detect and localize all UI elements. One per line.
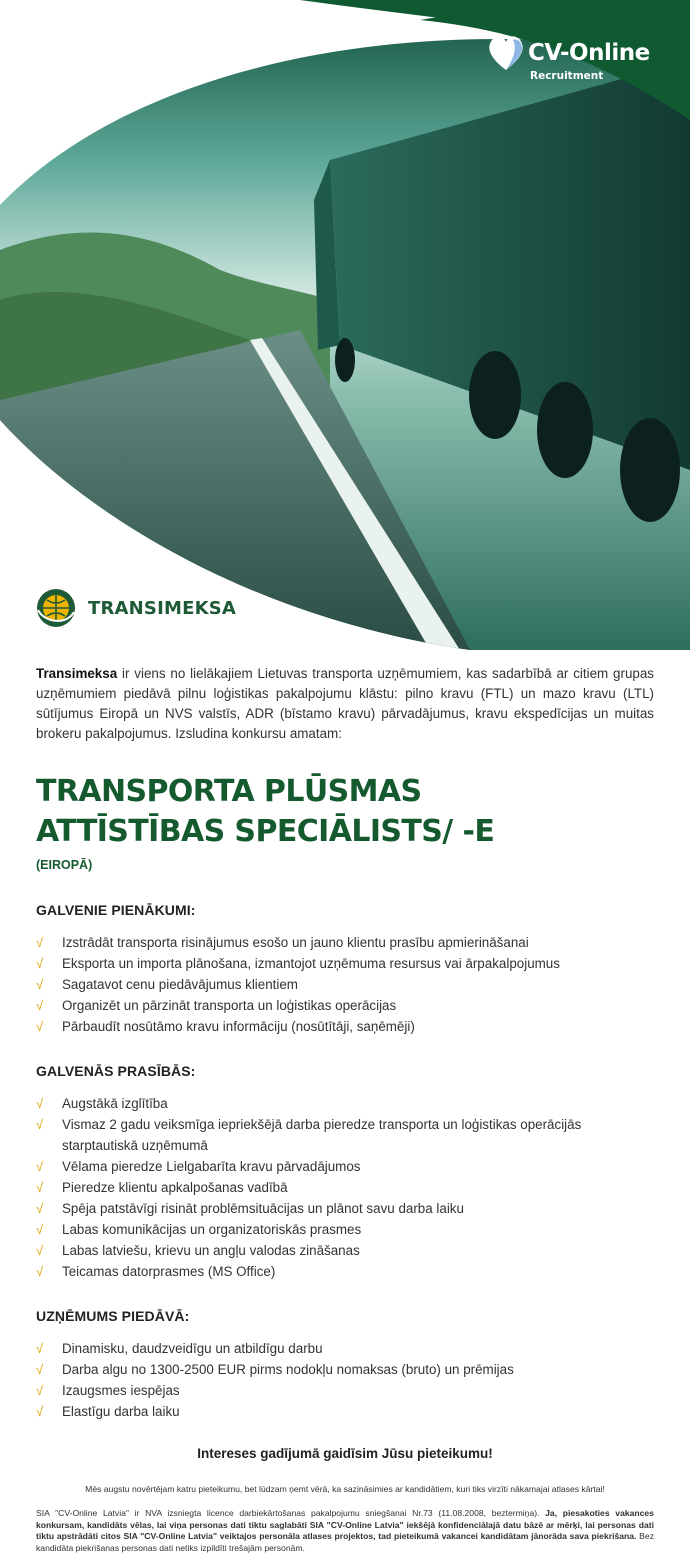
closing-message: Intereses gadījumā gaidīsim Jūsu pieteikumu! <box>197 1446 493 1461</box>
brand-tagline: Recruitment <box>530 70 604 82</box>
duties-heading: GALVENIE PIENĀKUMI: <box>36 902 196 918</box>
hero-banner <box>0 0 690 650</box>
list-item: √ Eksporta un importa plānošana, izmantojot uzņēmuma resursus vai ārpakalpojumus <box>36 953 654 974</box>
offer-heading: UZŅĒMUMS PIEDĀVĀ: <box>36 1308 190 1324</box>
list-item: √ Augstākā izglītība <box>36 1093 654 1114</box>
company-logo <box>36 588 276 628</box>
list-item: √ Dinamisku, daudzveidīgu un atbildīgu darbu <box>36 1338 654 1359</box>
job-title <box>36 772 654 852</box>
list-item: √ Izaugsmes iespējas <box>36 1380 654 1401</box>
list-item: √ Darba algu no 1300-2500 EUR pirms nodokļu nomaksas (bruto) un prēmijas <box>36 1359 654 1380</box>
list-item: √ Labas latviešu, krievu un angļu valodas zināšanas <box>36 1240 654 1261</box>
checkmark-icon: √ <box>36 998 44 1013</box>
requirements-heading: GALVENĀS PRASĪBĀS: <box>36 1063 196 1079</box>
intro-company-name: Transimeksa <box>36 666 118 681</box>
globe-emblem-icon <box>36 588 76 628</box>
legal-text: SIA "CV-Online Latvia" ir NVA izsniegta licence darbiekārtošanas pakalpojumu sniegšanai Nr.73 (11.08.2008, beztermiņa). <box>36 1508 546 1518</box>
list-item: √ Labas komunikācijas un organizatoriskās prasmes <box>36 1219 654 1240</box>
checkmark-icon: √ <box>36 1341 44 1356</box>
cv-online-logo <box>484 30 654 90</box>
requirements-list <box>36 1093 654 1282</box>
list-item: √ Izstrādāt transporta risinājumus esošo un jauno klientu prasību apmierināšanai <box>36 932 654 953</box>
job-location: (EIROPĀ) <box>36 858 93 872</box>
list-item: √ Organizēt un pārzināt transporta un loģistikas operācijas <box>36 995 654 1016</box>
job-title-line-1: TRANSPORTA PLŪSMAS <box>36 774 422 809</box>
brand-name: CV-Online <box>528 40 650 66</box>
checkmark-icon: √ <box>36 1243 44 1258</box>
legal-consent-text: Ja, piesakoties vakances konkursam, kandidāts vēlas, lai viņa personas dati tiktu saglabāti SIA "CV-Online Latvia" iekšējā konfidenciālajā datu bāzē ar mērķi, lai personas dati tiktu apstrādāti citos SIA "CV-Online Latvia" veiktajos personāla atlases projektos, tad pieteikumā vakancei kandidātam jānorāda sava piekrišana. <box>36 1508 654 1541</box>
duties-list <box>36 932 654 1037</box>
checkmark-icon: √ <box>36 1117 44 1132</box>
checkmark-icon: √ <box>36 1159 44 1174</box>
heart-logo-icon <box>484 30 528 74</box>
legal-tail-text: Bez kandidāta piekrišanas personas dati netiks izpildīti trešajām personām. <box>36 1531 654 1553</box>
checkmark-icon: √ <box>36 1096 44 1111</box>
checkmark-icon: √ <box>36 1383 44 1398</box>
footer-notice: Mēs augstu novērtējam katru pieteikumu, bet lūdzam ņemt vērā, ka sazināsimies ar kandidātiem, kuri tiks virzīti nākamajai atlases kārtai! <box>85 1484 605 1494</box>
list-item: √ Teicamas datorprasmes (MS Office) <box>36 1261 654 1282</box>
job-title-line-2: ATTĪSTĪBAS SPECIĀLISTS/ -E <box>36 814 495 849</box>
list-item: √ Pieredze klientu apkalpošanas vadībā <box>36 1177 654 1198</box>
checkmark-icon: √ <box>36 935 44 950</box>
hero-image <box>0 0 690 650</box>
footer-legal <box>36 1508 654 1554</box>
job-content <box>36 664 654 1422</box>
checkmark-icon: √ <box>36 956 44 971</box>
company-name: TRANSIMEKSA <box>88 598 237 619</box>
intro-text: ir viens no lielākajiem Lietuvas transporta uzņēmumiem, kas sadarbībā ar citiem grupas uzņēmumiem piedāvā pilnu loģistikas pakalpojumu klāstu: pilno kravu (FTL) un mazo kravu (LTL) sūtījumus Eiropā un NVS valstīs, ADR (bīstamo kravu) pārvadājumus, kravu ekspedīcijas un muitas brokeru pakalpojumus. Izsludina konkursu amatam: <box>36 666 654 741</box>
checkmark-icon: √ <box>36 1264 44 1279</box>
intro-paragraph <box>36 664 654 744</box>
list-item: √ Vismaz 2 gadu veiksmīga iepriekšējā darba pieredze transporta un loģistikas operācijās starptautiskā uzņēmumā <box>36 1114 654 1156</box>
checkmark-icon: √ <box>36 1201 44 1216</box>
list-item: √ Vēlama pieredze Lielgabarīta kravu pārvadājumos <box>36 1156 654 1177</box>
list-item: √ Pārbaudīt nosūtāmo kravu informāciju (nosūtītāji, saņēmēji) <box>36 1016 654 1037</box>
offer-list <box>36 1338 654 1422</box>
checkmark-icon: √ <box>36 1180 44 1195</box>
list-item: √ Spēja patstāvīgi risināt problēmsituācijas un plānot savu darba laiku <box>36 1198 654 1219</box>
checkmark-icon: √ <box>36 1222 44 1237</box>
list-item: √ Elastīgu darba laiku <box>36 1401 654 1422</box>
list-item: √ Sagatavot cenu piedāvājumus klientiem <box>36 974 654 995</box>
checkmark-icon: √ <box>36 1362 44 1377</box>
checkmark-icon: √ <box>36 1404 44 1419</box>
checkmark-icon: √ <box>36 977 44 992</box>
checkmark-icon: √ <box>36 1019 44 1034</box>
